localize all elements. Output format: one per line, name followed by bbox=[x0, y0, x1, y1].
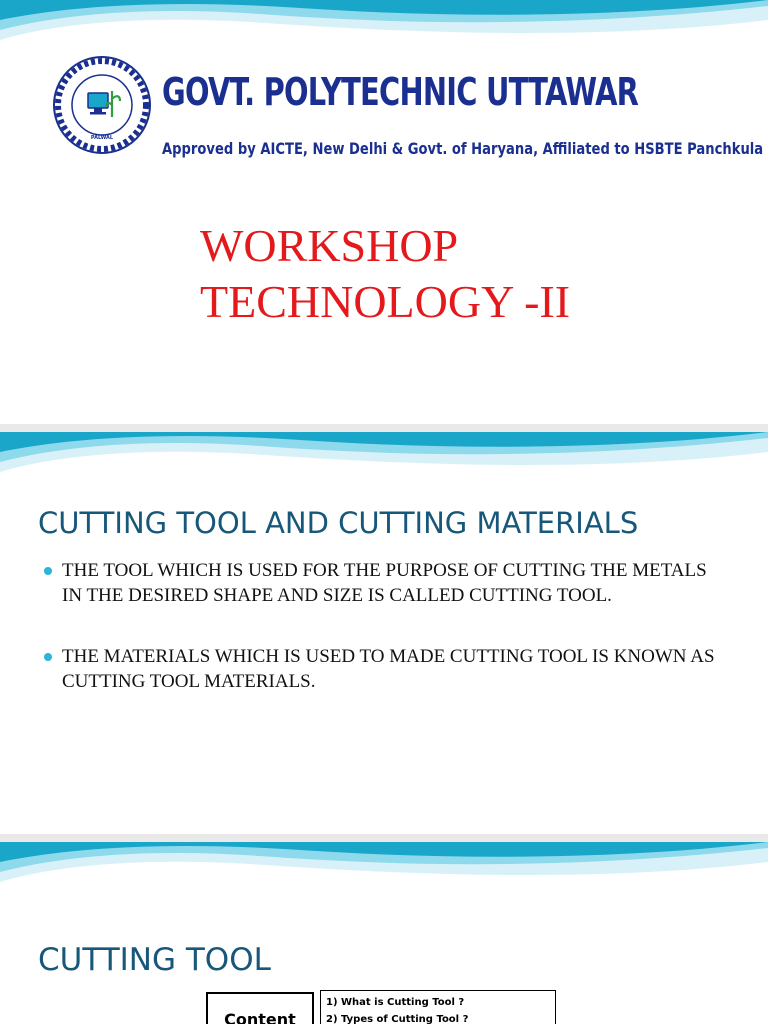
slide-heading: CUTTING TOOL bbox=[38, 942, 271, 978]
college-seal-logo bbox=[52, 55, 152, 155]
college-affiliation: Approved by AICTE, New Delhi & Govt. of Haryana, Affiliated to HSBTE Panchkula bbox=[162, 139, 764, 158]
bullet-dot-icon bbox=[44, 653, 52, 661]
bullet-item bbox=[44, 558, 724, 608]
header-wave-decoration bbox=[0, 842, 768, 912]
bullet-text: THE TOOL WHICH IS USED FOR THE PURPOSE OF CUTTING THE METALS IN THE DESIRED SHAPE AND SIZE IS CALLED CUTTING TOOL. bbox=[62, 560, 707, 606]
header-wave-decoration bbox=[0, 432, 768, 502]
college-name: GOVT. POLYTECHNIC UTTAWAR bbox=[162, 70, 639, 114]
bullet-list bbox=[44, 558, 724, 730]
content-label-box bbox=[206, 992, 314, 1024]
slide-separator bbox=[0, 834, 768, 842]
slide-separator bbox=[0, 424, 768, 432]
content-label: Content bbox=[224, 1010, 296, 1024]
bullet-dot-icon bbox=[44, 567, 52, 575]
toc-item: 2) Types of Cutting Tool ? bbox=[326, 1014, 469, 1024]
toc-item: 1) What is Cutting Tool ? bbox=[326, 997, 465, 1008]
subject-title bbox=[200, 218, 570, 330]
subject-title-line-2: TECHNOLOGY -II bbox=[200, 276, 571, 327]
table-of-contents bbox=[320, 990, 556, 1024]
slide-heading: CUTTING TOOL AND CUTTING MATERIALS bbox=[38, 506, 639, 540]
slide-title bbox=[0, 0, 768, 424]
slide-cutting-tool bbox=[0, 842, 768, 1024]
subject-title-line-1: WORKSHOP bbox=[200, 220, 459, 271]
bullet-text: THE MATERIALS WHICH IS USED TO MADE CUTTING TOOL IS KNOWN AS CUTTING TOOL MATERIALS. bbox=[62, 646, 715, 692]
seal-bottom-text: PALWAL bbox=[90, 135, 114, 141]
bullet-item bbox=[44, 644, 724, 694]
slide-cutting-tool-materials bbox=[0, 432, 768, 834]
